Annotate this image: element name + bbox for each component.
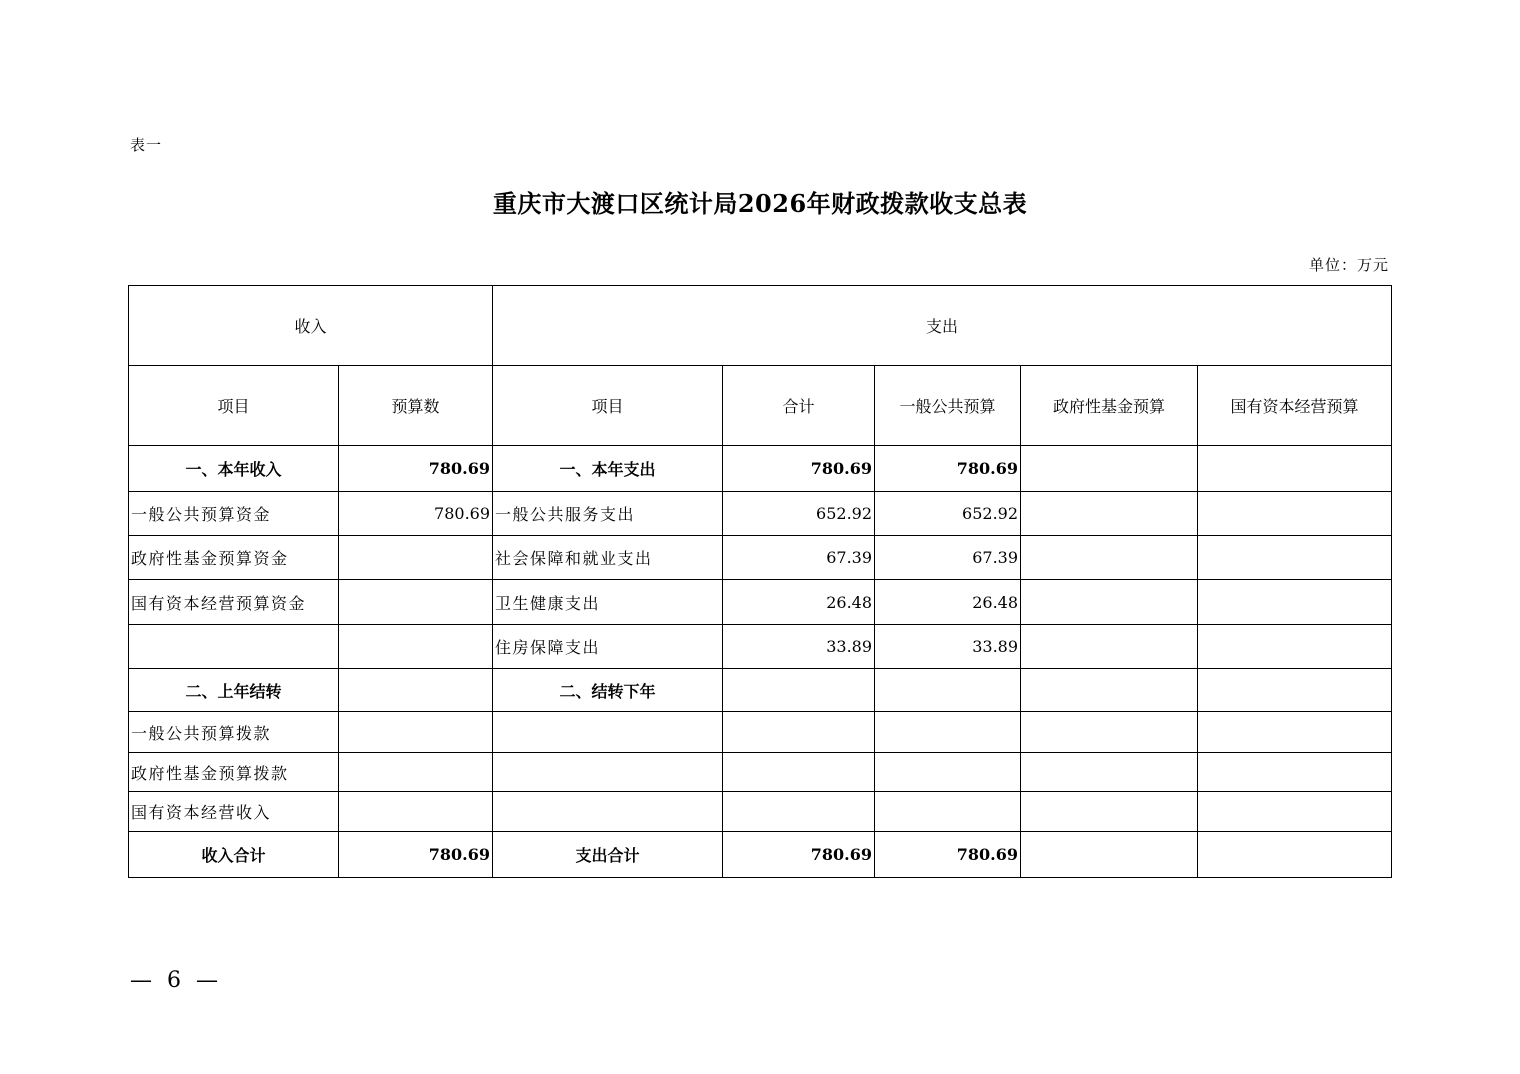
general-public-cell: 780.69 [875, 832, 1021, 878]
general-public-cell [875, 669, 1021, 712]
gov-fund-cell [1021, 580, 1198, 625]
document-title: 重庆市大渡口区统计局2026年财政拨款收支总表 [492, 189, 1028, 218]
col-total: 合计 [723, 366, 875, 446]
section-header-row [129, 286, 1392, 366]
general-public-cell: 780.69 [875, 446, 1021, 492]
expense-item-cell [493, 753, 723, 792]
income-header: 收入 [129, 286, 493, 366]
totals-row [129, 832, 1392, 878]
income-budget-cell: 780.69 [339, 446, 493, 492]
expense-item-cell: 一般公共服务支出 [493, 492, 723, 536]
expense-item-cell [493, 792, 723, 832]
general-public-cell: 652.92 [875, 492, 1021, 536]
income-item-cell [129, 625, 339, 669]
total-cell: 26.48 [723, 580, 875, 625]
expense-item-cell: 社会保障和就业支出 [493, 536, 723, 580]
income-item-cell: 国有资本经营收入 [129, 792, 339, 832]
general-public-cell: 33.89 [875, 625, 1021, 669]
income-item-cell: 二、上年结转 [129, 669, 339, 712]
total-cell: 780.69 [723, 832, 875, 878]
gov-fund-cell [1021, 669, 1198, 712]
total-cell: 67.39 [723, 536, 875, 580]
col-gov-fund: 政府性基金预算 [1021, 366, 1198, 446]
income-budget-cell [339, 669, 493, 712]
expense-item-cell: 支出合计 [493, 832, 723, 878]
state-capital-cell [1198, 669, 1392, 712]
gov-fund-cell [1021, 536, 1198, 580]
total-cell: 652.92 [723, 492, 875, 536]
table-row [129, 792, 1392, 832]
col-income-budget: 预算数 [339, 366, 493, 446]
income-budget-cell: 780.69 [339, 492, 493, 536]
gov-fund-cell [1021, 832, 1198, 878]
total-cell [723, 669, 875, 712]
state-capital-cell [1198, 753, 1392, 792]
income-item-cell: 一般公共预算拨款 [129, 712, 339, 753]
total-cell [723, 753, 875, 792]
state-capital-cell [1198, 446, 1392, 492]
table-row [129, 536, 1392, 580]
state-capital-cell [1198, 536, 1392, 580]
expense-item-cell: 卫生健康支出 [493, 580, 723, 625]
expense-item-cell [493, 712, 723, 753]
total-cell: 780.69 [723, 446, 875, 492]
table-row [129, 492, 1392, 536]
income-item-cell: 政府性基金预算拨款 [129, 753, 339, 792]
budget-table [128, 285, 1392, 878]
page-number: — 6 — [130, 968, 222, 993]
income-budget-cell: 780.69 [339, 832, 493, 878]
general-public-cell [875, 753, 1021, 792]
income-item-cell: 收入合计 [129, 832, 339, 878]
income-budget-cell [339, 625, 493, 669]
expense-item-cell: 二、结转下年 [493, 669, 723, 712]
gov-fund-cell [1021, 712, 1198, 753]
table-row [129, 580, 1392, 625]
state-capital-cell [1198, 792, 1392, 832]
state-capital-cell [1198, 625, 1392, 669]
table-row [129, 669, 1392, 712]
gov-fund-cell [1021, 753, 1198, 792]
income-budget-cell [339, 712, 493, 753]
expense-item-cell: 一、本年支出 [493, 446, 723, 492]
state-capital-cell [1198, 712, 1392, 753]
total-cell: 33.89 [723, 625, 875, 669]
general-public-cell: 26.48 [875, 580, 1021, 625]
income-budget-cell [339, 792, 493, 832]
table-row [129, 446, 1392, 492]
expense-header: 支出 [493, 286, 1392, 366]
unit-label: 单位：万元 [1308, 256, 1389, 274]
column-header-row [129, 366, 1392, 446]
state-capital-cell [1198, 832, 1392, 878]
col-state-capital: 国有资本经营预算 [1198, 366, 1392, 446]
table-label: 表一 [130, 136, 163, 154]
col-general-public: 一般公共预算 [875, 366, 1021, 446]
income-budget-cell [339, 753, 493, 792]
income-item-cell: 国有资本经营预算资金 [129, 580, 339, 625]
state-capital-cell [1198, 580, 1392, 625]
total-cell [723, 792, 875, 832]
expense-item-cell: 住房保障支出 [493, 625, 723, 669]
table-row [129, 753, 1392, 792]
general-public-cell [875, 712, 1021, 753]
gov-fund-cell [1021, 792, 1198, 832]
gov-fund-cell [1021, 446, 1198, 492]
income-item-cell: 一、本年收入 [129, 446, 339, 492]
gov-fund-cell [1021, 625, 1198, 669]
state-capital-cell [1198, 492, 1392, 536]
income-item-cell: 政府性基金预算资金 [129, 536, 339, 580]
table-row [129, 625, 1392, 669]
col-income-item: 项目 [129, 366, 339, 446]
general-public-cell [875, 792, 1021, 832]
col-expense-item: 项目 [493, 366, 723, 446]
income-budget-cell [339, 580, 493, 625]
income-budget-cell [339, 536, 493, 580]
general-public-cell: 67.39 [875, 536, 1021, 580]
table-row [129, 712, 1392, 753]
total-cell [723, 712, 875, 753]
gov-fund-cell [1021, 492, 1198, 536]
income-item-cell: 一般公共预算资金 [129, 492, 339, 536]
